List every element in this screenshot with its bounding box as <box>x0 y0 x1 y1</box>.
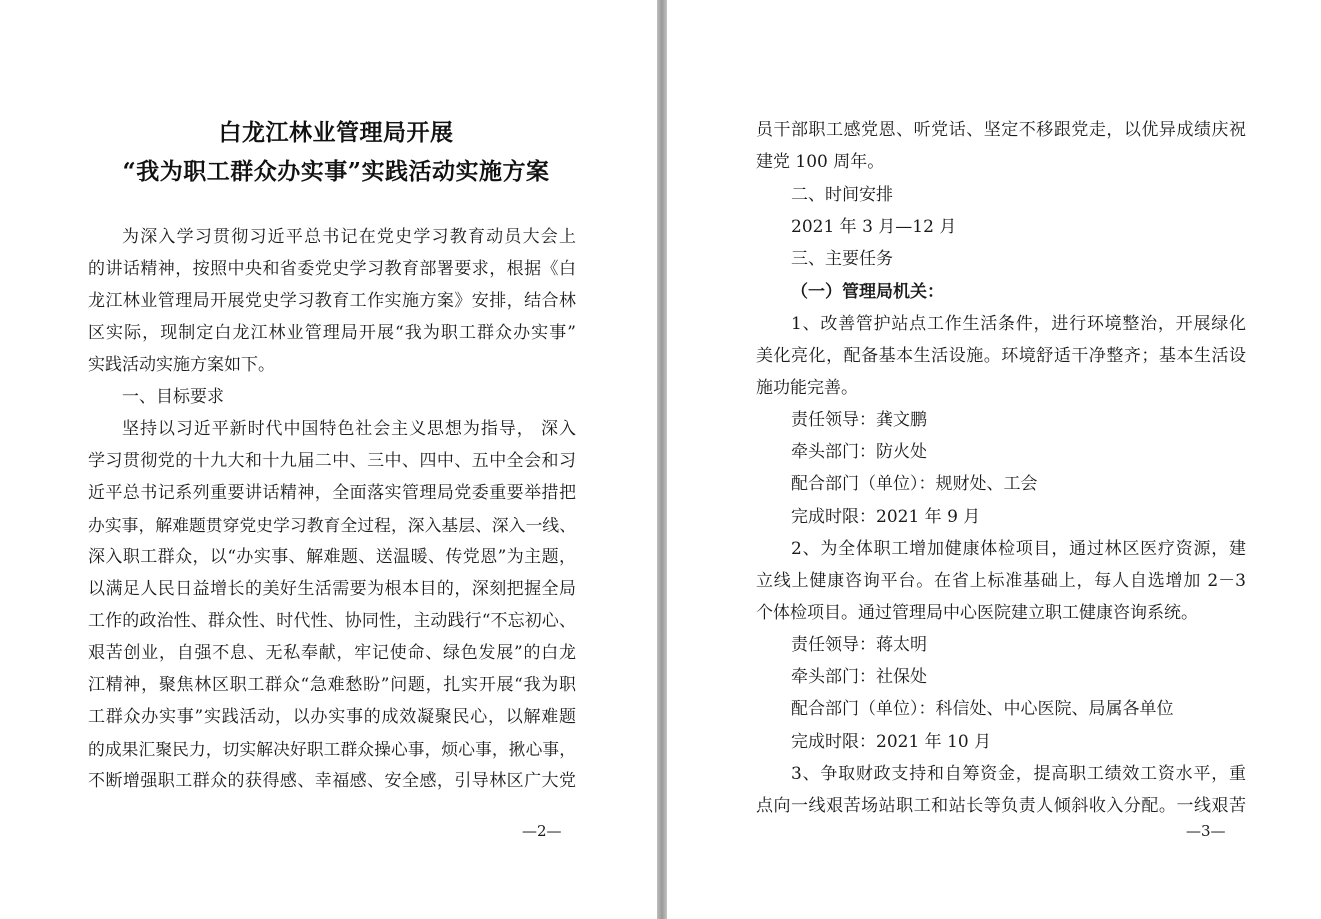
responsible-leader: 责任领导：龚文鹏 <box>791 410 927 430</box>
document-page-left <box>0 0 657 919</box>
paragraph-line: 近平总书记系列重要讲话精神，全面落实管理局党委重要举措把 <box>88 483 576 503</box>
paragraph-line: 实践活动实施方案如下。 <box>88 355 275 375</box>
deadline: 完成时限：2021 年 10 月 <box>791 732 992 752</box>
section-heading: 三、主要任务 <box>791 249 893 269</box>
paragraph-line: 2、为全体职工增加健康体检项目，通过林区医疗资源，建 <box>791 539 1246 559</box>
document-title-line-1: 白龙江林业管理局开展 <box>218 119 454 146</box>
lead-department: 牵头部门：防火处 <box>791 442 927 462</box>
page-divider <box>657 0 667 919</box>
paragraph-line: 坚持以习近平新时代中国特色社会主义思想为指导， 深入 <box>122 419 576 439</box>
page-number: —2— <box>522 822 562 840</box>
paragraph-line: 施功能完善。 <box>756 378 858 398</box>
document-title-line-2: “我为职工群众办实事”实践活动实施方案 <box>122 158 550 185</box>
paragraph-line: 的讲话精神，按照中央和省委党史学习教育部署要求，根据《白 <box>88 259 576 279</box>
document-page-right <box>667 0 1321 919</box>
paragraph-line: 3、争取财政支持和自筹资金，提高职工绩效工资水平，重 <box>791 764 1246 784</box>
schedule-text: 2021 年 3 月—12 月 <box>791 217 957 237</box>
responsible-leader: 责任领导：蒋太明 <box>791 635 927 655</box>
paragraph-line: 员干部职工感党恩、听党话、坚定不移跟党走，以优异成绩庆祝 <box>756 120 1246 140</box>
paragraph-line: 江精神，聚焦林区职工群众“急难愁盼”问题，扎实开展“我为职 <box>88 675 576 695</box>
paragraph-line: 点向一线艰苦场站职工和站长等负责人倾斜收入分配。一线艰苦 <box>756 796 1246 816</box>
section-heading: 二、时间安排 <box>791 185 893 205</box>
cooperating-departments: 配合部门（单位）：规财处、工会 <box>791 474 1038 494</box>
paragraph-line: 以满足人民日益增长的美好生活需要为根本目的，深刻把握全局 <box>88 579 576 599</box>
paragraph-line: 的成果汇聚民力，切实解决好职工群众操心事，烦心事，揪心事， <box>88 739 576 759</box>
paragraph-line: 学习贯彻党的十九大和十九届二中、三中、四中、五中全会和习 <box>88 451 576 471</box>
paragraph-line: 工作的政治性、群众性、时代性、协同性，主动践行“不忘初心、 <box>88 611 576 631</box>
lead-department: 牵头部门：社保处 <box>791 667 927 687</box>
paragraph-line: 办实事，解难题贯穿党史学习教育全过程，深入基层、深入一线、 <box>88 515 576 535</box>
paragraph-line: 工群众办实事”实践活动，以办实事的成效凝聚民心，以解难题 <box>88 707 576 727</box>
paragraph-line: 不断增强职工群众的获得感、幸福感、安全感，引导林区广大党 <box>88 771 576 791</box>
paragraph-line: 区实际，现制定白龙江林业管理局开展“我为职工群众办实事” <box>88 323 576 343</box>
subsection-heading: （一）管理局机关： <box>791 282 944 302</box>
paragraph-line: 艰苦创业，自强不息、无私奉献，牢记使命、绿色发展”的白龙 <box>88 643 576 663</box>
paragraph-line: 建党 100 周年。 <box>756 152 885 172</box>
paragraph-line: 1、改善管护站点工作生活条件，进行环境整治，开展绿化 <box>791 314 1246 334</box>
paragraph-line: 美化亮化，配备基本生活设施。环境舒适干净整齐；基本生活设 <box>756 346 1246 366</box>
paragraph-line: 个体检项目。通过管理局中心医院建立职工健康咨询系统。 <box>756 603 1198 623</box>
paragraph-line: 立线上健康咨询平台。在省上标准基础上，每人自选增加 2－3 <box>756 571 1246 591</box>
paragraph-line: 为深入学习贯彻习近平总书记在党史学习教育动员大会上 <box>122 227 576 247</box>
paragraph-line: 龙江林业管理局开展党史学习教育工作实施方案》安排，结合林 <box>88 291 576 311</box>
cooperating-departments: 配合部门（单位）：科信处、中心医院、局属各单位 <box>791 699 1174 719</box>
page-number: —3— <box>1186 822 1226 840</box>
paragraph-line: 深入职工群众，以“办实事、解难题、送温暖、传党恩”为主题， <box>88 547 576 567</box>
section-heading: 一、目标要求 <box>122 387 224 407</box>
deadline: 完成时限：2021 年 9 月 <box>791 507 981 527</box>
